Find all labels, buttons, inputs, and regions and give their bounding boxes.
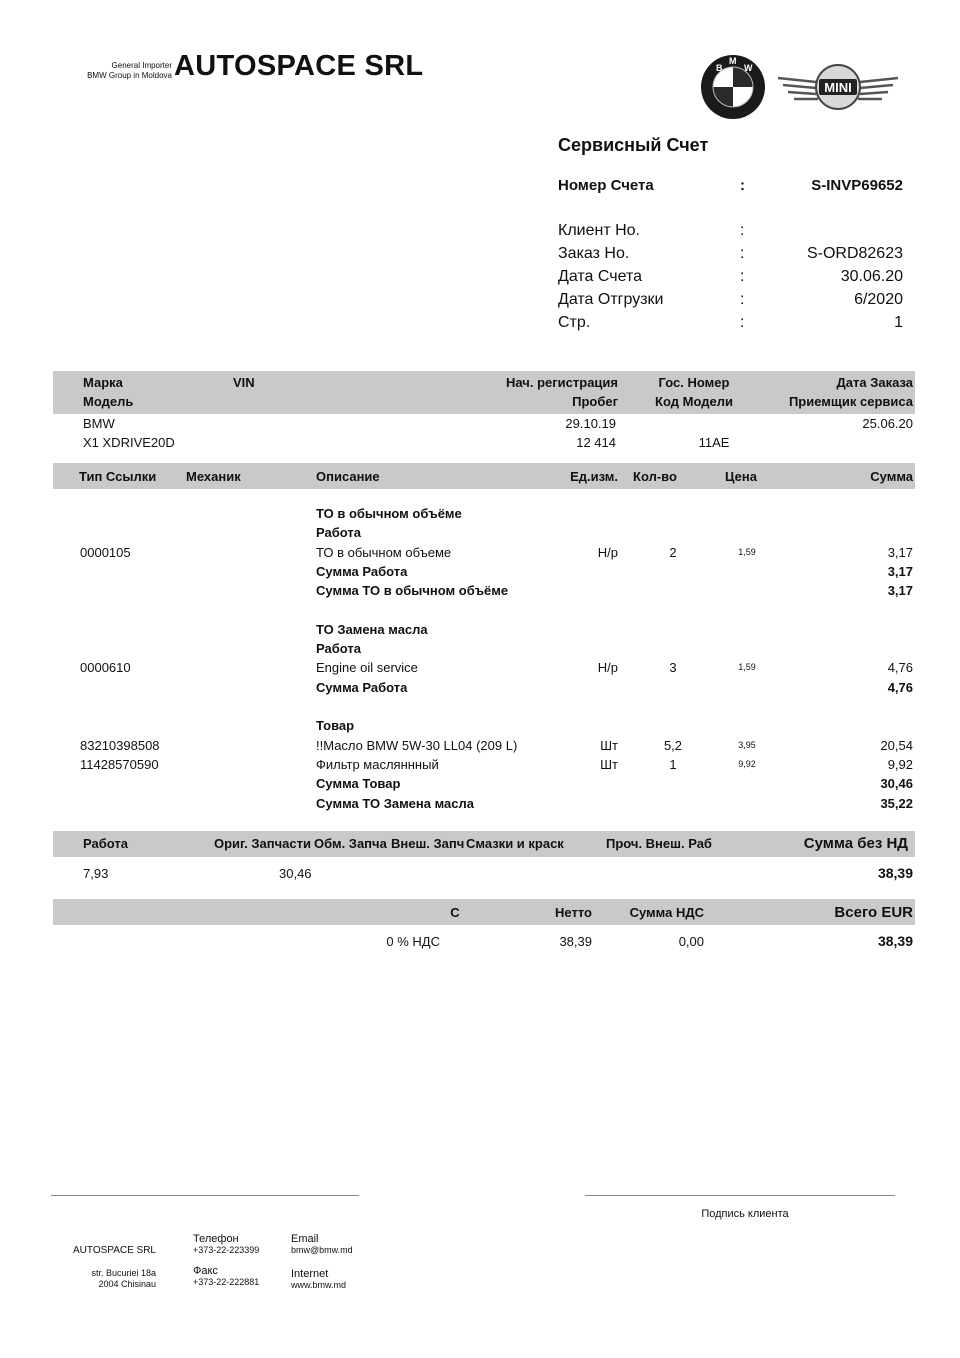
field-value-order: S-ORD82623 <box>806 245 903 262</box>
line-unit: Н/р <box>597 660 618 676</box>
field-value-page: 1 <box>894 314 903 331</box>
field-value-invoice-date: 30.06.20 <box>840 268 903 285</box>
sh-lubricants: Смазки и краск <box>466 836 564 851</box>
field-label-page: Стр. <box>558 314 591 331</box>
lh-unit: Ед.изм. <box>570 469 618 484</box>
vat-total: 38,39 <box>877 933 913 949</box>
line-subtotal-amount: 3,17 <box>887 563 913 579</box>
line-qty: 5,2 <box>663 737 683 753</box>
lh-amount: Сумма <box>870 469 913 484</box>
vh-mileage: Пробег <box>572 394 618 409</box>
importer-line-2: BMW Group in Moldova <box>87 71 172 80</box>
summary-labor: 7,93 <box>83 866 109 881</box>
footer-city: 2004 Chisinau <box>98 1279 156 1289</box>
signature-line-company <box>51 1195 359 1196</box>
line-subtotal-label: Сумма Работа <box>316 679 408 695</box>
importer-line-1: General Importer <box>111 61 172 70</box>
footer-company: AUTOSPACE SRL <box>73 1245 156 1256</box>
svg-text:M: M <box>729 56 737 66</box>
signature-client-label: Подпись клиента <box>701 1208 789 1220</box>
field-label-ship-date: Дата Отгрузки <box>558 291 664 308</box>
line-price: 3,95 <box>738 739 756 750</box>
line-subtotal-label: Сумма Товар <box>316 776 401 792</box>
line-subtotal-amount: 4,76 <box>887 679 913 695</box>
vehicle-order-date: 25.06.20 <box>862 416 913 431</box>
line-section-heading: Работа <box>316 525 361 541</box>
line-description: Engine oil service <box>316 660 418 676</box>
vat-sum: 0,00 <box>678 934 704 949</box>
line-unit: Шт <box>600 737 618 753</box>
field-colon: : <box>740 291 745 308</box>
line-subtotal-amount: 30,46 <box>880 776 913 792</box>
svg-text:MINI: MINI <box>824 80 852 95</box>
vehicle-model-code: 11AE <box>698 435 730 450</box>
footer-street: str. Bucuriei 18a <box>91 1268 156 1278</box>
line-description: ТО в обычном объеме <box>316 544 452 560</box>
footer-email-label: Email <box>291 1233 319 1245</box>
line-subtotal-amount: 35,22 <box>880 795 913 811</box>
field-colon: : <box>740 222 745 239</box>
lines-header-bar <box>53 463 915 489</box>
lh-description: Описание <box>316 469 380 484</box>
line-amount: 9,92 <box>887 756 913 772</box>
footer-fax-label: Факс <box>193 1265 218 1277</box>
sh-orig-parts: Ориг. Запчасти <box>214 836 311 851</box>
lh-ref-type: Тип Ссылки <box>79 469 157 484</box>
vat-net: 38,39 <box>559 934 592 949</box>
vh-total: Всего EUR <box>834 904 913 921</box>
line-qty: 2 <box>669 544 677 560</box>
footer-phone: +373-22-223399 <box>193 1245 260 1255</box>
line-amount: 4,76 <box>887 660 913 676</box>
mini-logo <box>776 64 900 110</box>
field-colon: : <box>740 314 745 331</box>
line-subtotal-amount: 3,17 <box>887 583 913 599</box>
invoice-number-colon: : <box>740 177 745 194</box>
invoice-title: Сервисный Счет <box>558 135 709 155</box>
footer-internet-label: Internet <box>291 1268 329 1280</box>
line-section-heading: Товар <box>316 718 355 734</box>
sh-total-no-vat: Сумма без НД <box>803 835 908 852</box>
vat-rate: 0 % НДС <box>386 934 440 949</box>
svg-text:W: W <box>744 63 753 73</box>
footer-fax: +373-22-222881 <box>193 1277 260 1287</box>
vehicle-mileage: 12 414 <box>576 435 616 450</box>
lh-mechanic: Механик <box>186 469 241 484</box>
line-ref: 0000610 <box>80 660 131 676</box>
sh-labor: Работа <box>83 836 128 851</box>
svg-text:B: B <box>716 63 723 73</box>
vh-plate: Гос. Номер <box>658 375 730 390</box>
vh-model-code: Код Модели <box>655 394 733 409</box>
vehicle-first-reg: 29.10.19 <box>565 416 616 431</box>
line-qty: 1 <box>669 756 677 772</box>
line-unit: Шт <box>600 756 618 772</box>
line-section-heading: Работа <box>316 641 361 657</box>
vehicle-make: BMW <box>83 416 115 431</box>
line-subtotal-label: Сумма ТО в обычном объёме <box>316 583 509 599</box>
line-subtotal-label: Сумма ТО Замена масла <box>316 795 474 811</box>
line-price: 1,59 <box>738 662 756 673</box>
line-subtotal-label: Сумма Работа <box>316 563 408 579</box>
bmw-logo <box>700 54 766 120</box>
footer-phone-label: Телефон <box>193 1233 239 1245</box>
lh-qty: Кол-во <box>633 469 677 484</box>
vh-model: Модель <box>83 394 134 409</box>
line-amount: 20,54 <box>880 737 913 753</box>
field-label-client: Клиент Но. <box>558 222 640 239</box>
signature-line-client <box>585 1195 895 1196</box>
footer-internet[interactable]: www.bmw.md <box>291 1280 347 1290</box>
line-section-heading: ТО в обычном объёме <box>316 506 462 521</box>
footer-email[interactable]: bmw@bmw.md <box>291 1245 353 1255</box>
lh-price: Цена <box>725 469 757 484</box>
sh-exch-parts: Обм. Запча <box>314 836 387 851</box>
vh-net: Нетто <box>555 905 592 920</box>
line-section-heading: ТО Замена масла <box>316 621 428 637</box>
line-qty: 3 <box>669 660 677 676</box>
line-ref: 0000105 <box>80 544 131 560</box>
sh-ext-parts: Внеш. Запч <box>391 836 465 851</box>
field-colon: : <box>740 245 745 262</box>
vh-vat-sum: Сумма НДС <box>629 905 704 920</box>
vh-advisor: Приемщик сервиса <box>788 394 913 409</box>
line-price: 1,59 <box>738 546 756 557</box>
line-description: !!Масло BMW 5W-30 LL04 (209 L) <box>316 737 518 753</box>
invoice-number-value: S-INVP69652 <box>811 177 903 194</box>
vh-vin: VIN <box>233 375 255 390</box>
vh-c: С <box>450 905 460 920</box>
vh-make: Марка <box>83 375 123 390</box>
line-unit: Н/р <box>597 544 618 560</box>
line-description: Фильтр масляннный <box>316 756 439 772</box>
line-price: 9,92 <box>738 758 756 769</box>
field-label-order: Заказ Но. <box>558 245 630 262</box>
summary-orig-parts: 30,46 <box>279 866 312 881</box>
company-name: AUTOSPACE SRL <box>174 50 424 82</box>
invoice-number-label: Номер Счета <box>558 177 654 194</box>
field-value-ship-date: 6/2020 <box>854 291 903 308</box>
field-label-invoice-date: Дата Счета <box>558 268 642 285</box>
vh-first-reg: Нач. регистрация <box>506 375 618 390</box>
vehicle-model: X1 XDRIVE20D <box>83 435 175 450</box>
vh-order-date: Дата Заказа <box>836 375 913 390</box>
line-ref: 83210398508 <box>80 737 160 753</box>
field-colon: : <box>740 268 745 285</box>
sh-other-ext: Проч. Внеш. Раб <box>606 836 712 851</box>
summary-total-no-vat: 38,39 <box>877 865 913 881</box>
line-ref: 11428570590 <box>80 756 159 772</box>
line-amount: 3,17 <box>887 544 913 560</box>
